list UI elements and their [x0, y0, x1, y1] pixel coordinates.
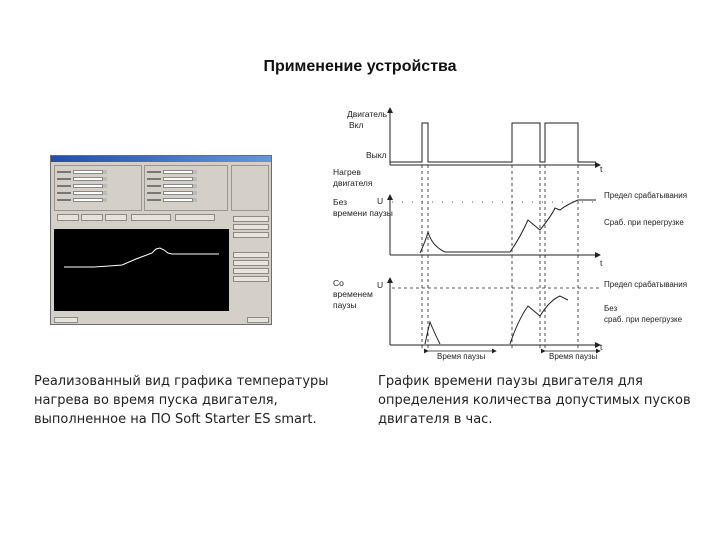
caption-left-line: Реализованный вид графика температуры: [34, 374, 329, 389]
caption-right-line: двигателя в час.: [378, 412, 493, 427]
with-pause-label-2: временем: [333, 289, 373, 299]
trip-overload-label: Сраб. при перегрузке: [604, 218, 684, 227]
no-trip-label-2: сраб. при перегрузке: [604, 315, 683, 324]
motor-on-label-1: Двигатель: [347, 109, 388, 119]
pause-time-label-2: Время паузы: [549, 352, 598, 361]
axis-t-label-2: t: [600, 258, 603, 268]
axis-t-label-1: t: [600, 164, 603, 174]
motor-signal: [390, 123, 596, 162]
trip-limit-label-2: Предел срабатывания: [604, 280, 688, 289]
no-pause-label-2: времени паузы: [333, 208, 393, 218]
page-title: Применение устройства: [263, 58, 457, 75]
caption-right-line: График времени паузы двигателя для: [378, 374, 643, 389]
with-pause-label-1: Со: [333, 278, 344, 288]
trip-limit-label-1: Предел срабатывания: [604, 191, 688, 200]
motor-off-label: Выкл: [366, 150, 387, 160]
heating-label-2: двигателя: [333, 178, 373, 188]
caption-left: [34, 372, 329, 429]
axis-u-label-1: U: [377, 196, 384, 206]
heating-label-1: Нагрев: [333, 167, 361, 177]
no-pause-label-1: Без: [333, 197, 348, 207]
heating-curve: [420, 200, 596, 253]
with-pause-label-3: паузы: [333, 300, 357, 310]
pause-curve: [425, 296, 568, 344]
caption-right-line: определения количества допустимых пусков: [378, 393, 691, 408]
caption-left-line: нагрева во время пуска двигателя,: [34, 393, 278, 408]
caption-left-line: выполненное на ПО Soft Starter ES smart.: [34, 412, 317, 427]
pause-time-label-1: Время паузы: [437, 352, 486, 361]
motor-on-label-2: Вкл: [349, 120, 364, 130]
caption-right: [378, 372, 691, 429]
axis-u-label-2: U: [377, 280, 384, 290]
no-trip-label-1: Без: [604, 304, 618, 313]
axis-t-label-3: t: [600, 342, 603, 352]
